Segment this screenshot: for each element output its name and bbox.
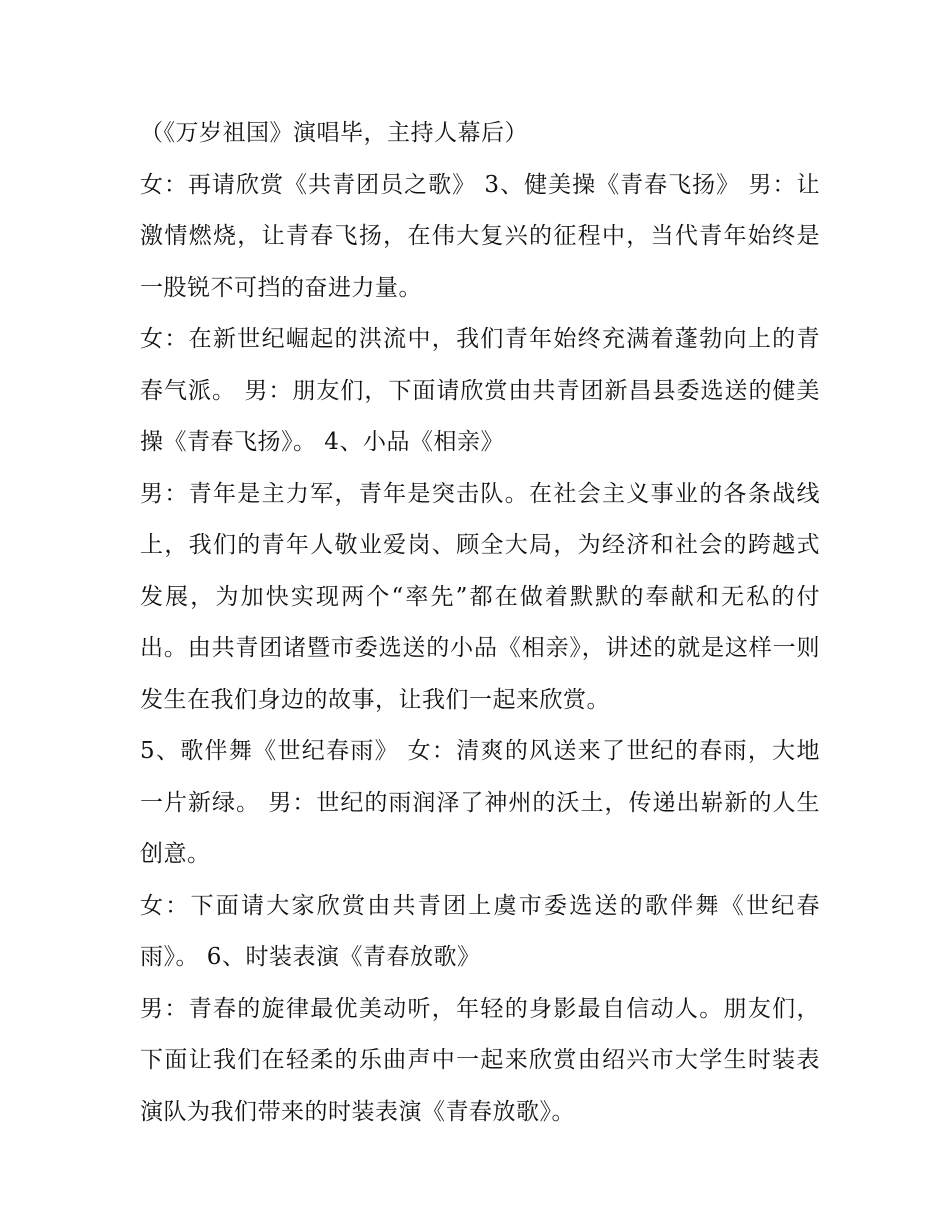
paragraph-skit-intro: 男：青年是主力军，青年是突击队。在社会主义事业的各条战线上，我们的青年人敬业爱岗、顾全大局，为经济和社会的跨越式发展，为加快实现两个“率先”都在做着默默的奉献和无私的付出。由共青团诸暨市委选送的小品《相亲》，讲述的就是这样一则发生在我们身边的故事，让我们一起来欣赏。 [140,480,820,713]
document-body [140,108,820,1138]
paragraph-fashion-show: 男：青春的旋律最优美动听，年轻的身影最自信动人。朋友们，下面让我们在轻柔的乐曲声中一起来欣赏由绍兴市大学生时装表演队为我们带来的时装表演《青春放歌》。 [140,995,820,1125]
paragraph-item-5: 5、歌伴舞《世纪春雨》 女：清爽的风送来了世纪的春雨，大地一片新绿。 男：世纪的雨润泽了神州的沃土，传递出崭新的人生创意。 [140,738,820,867]
paragraph-item-4: 女：在新世纪崛起的洪流中，我们青年始终充满着蓬勃向上的青春气派。 男：朋友们，下面请欣赏由共青团新昌县委选送的健美操《青春飞扬》。 4、小品《相亲》 [140,326,820,455]
paragraph-item-6: 女：下面请大家欣赏由共青团上虞市委选送的歌伴舞《世纪春雨》。 6、时装表演《青春放歌》 [140,892,820,970]
paragraph-stage-direction: （《万岁祖国》演唱毕，主持人幕后） [140,120,528,146]
paragraph-item-3: 女：再请欣赏《共青团员之歌》 3、健美操《青春飞扬》 男：让激情燃烧，让青春飞扬，在伟大复兴的征程中，当代青年始终是一股锐不可挡的奋进力量。 [140,171,820,301]
